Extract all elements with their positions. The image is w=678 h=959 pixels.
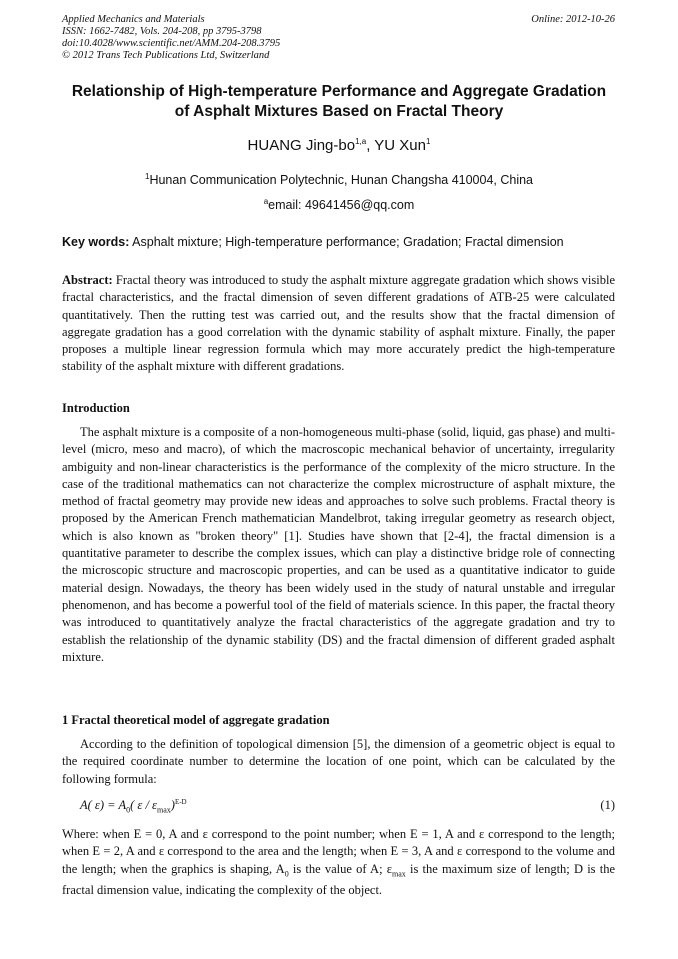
affiliation — [0, 173, 678, 187]
abstract-label: Abstract: — [62, 273, 113, 287]
where-paragraph — [62, 826, 615, 900]
introduction-heading: Introduction — [62, 401, 130, 415]
author-2: YU Xun — [374, 137, 426, 154]
formula-max-sub: max — [156, 805, 171, 815]
section-1-heading: 1 Fractal theoretical model of aggregate gradation — [62, 713, 330, 727]
formula-1 — [80, 798, 615, 816]
formula-lhs: A( ε) = A — [80, 798, 127, 812]
author-1: HUANG Jing-bo — [247, 137, 356, 154]
author-separator: , — [366, 137, 375, 154]
where-max-sub: max — [392, 869, 406, 879]
journal-header — [62, 14, 615, 62]
authors — [0, 137, 678, 154]
introduction-text: The asphalt mixture is a composite of a non-homogeneous multi-phase (solid, liquid, gas phase) and multi-level (micro, meso and macro), of which the macroscopic mechanical behavior of uncertainty, irregularity ambiguity and non-linear characteristics is the performance of the complexity of the micro structure. In the case of the traditional mathematics can not characterize the complex microstructure of asphalt mixture, the method of fractal geometry may provide new ideas and approaches to solve such problems. Fractal theory is proposed by the American French mathematician Mandelbrot, taking irregular geometry as research object, which is also known as "broken theory" [1]. Studies have shown that [2-4], the fractal dimension is a quantitative parameter to describe the complex issues, which can play a distinctive bridge role of connecting the microscopic structure and macroscopic properties, and can be used as a quantitative indicator to guide material design. Nowadays, the theory has been widely used in the study of natural unstable and irregular phenomenon, and has become a powerful tool of the field of materials science. In this paper, the fractal theory was introduced to quantitatively analyze the fractal characteristics of the aggregate gradation and try to establish the relationship of the dynamic stability (DS) and the fractal dimension of different graded asphalt mixture. — [62, 425, 615, 664]
formula-exponent: E-D — [174, 797, 187, 806]
title-line-1: Relationship of High-temperature Performance and Aggregate Gradation — [71, 83, 607, 100]
issn-line: ISSN: 1662-7482, Vols. 204-208, pp 3795-3798 — [62, 26, 262, 37]
where-a0-sub: 0 — [284, 869, 289, 879]
where-part-3: is the maximum size of length; D is the fractal dimension value, indicating the complexity of the object. — [62, 861, 615, 898]
where-part-1: Where: when E = 0, A and ε correspond to the point number; when E = 1, A and ε correspond to the length; when E = 2, A and ε correspond to the area and the length; when E = 3, A and ε correspond to the volume and the length; when the graphics is shaping, A — [62, 827, 615, 876]
email — [0, 198, 678, 212]
abstract-text: Fractal theory was introduced to study the asphalt mixture aggregate gradation which shows visible fractal characteristics, and the fractal dimension of seven different gradations of ATB-25 were calculated quantitatively. Then the rutting test was carried out, and the results show that the fractal dimension of aggregate gradation has a good correlation with the dynamic stability of asphalt mixture. Finally, the paper proposes a multiple linear regression formula which may more accurately predict the high-temperature stability of the asphalt mixture with different gradations. — [62, 273, 615, 374]
keywords-text: Asphalt mixture; High-temperature performance; Gradation; Fractal dimension — [129, 235, 564, 249]
where-part-2: is the value of A; ε — [288, 861, 392, 876]
journal-name: Applied Mechanics and Materials — [62, 14, 205, 25]
email-text: email: 49641456@qq.com — [268, 198, 415, 212]
formula-close: ) — [170, 798, 175, 812]
paper-title — [40, 82, 638, 122]
copyright-line: © 2012 Trans Tech Publications Ltd, Switzerland — [62, 50, 270, 61]
abstract — [62, 272, 615, 376]
title-line-2: of Asphalt Mixtures Based on Fractal Theory — [174, 103, 504, 120]
keywords — [62, 235, 615, 249]
keywords-label: Key words: — [62, 235, 130, 249]
doi-line: doi:10.4028/www.scientific.net/AMM.204-208.3795 — [62, 38, 281, 49]
affiliation-text: Hunan Communication Polytechnic, Hunan Changsha 410004, China — [149, 173, 534, 187]
formula-a-sub: 0 — [126, 805, 131, 815]
equation-number: (1) — [600, 798, 615, 812]
affiliation-sup: 1 — [144, 171, 150, 181]
author-2-sup: 1 — [426, 137, 431, 146]
author-1-sup: 1,a — [355, 137, 367, 146]
online-date: Online: 2012-10-26 — [531, 14, 615, 25]
email-sup: a — [263, 196, 269, 206]
formula-middle: ( ε / ε — [130, 798, 157, 812]
section-1-text: According to the definition of topological dimension [5], the dimension of a geometric object is equal to the required coordinate number to determine the location of one point, which can be calculated by the following formula: — [62, 737, 615, 786]
